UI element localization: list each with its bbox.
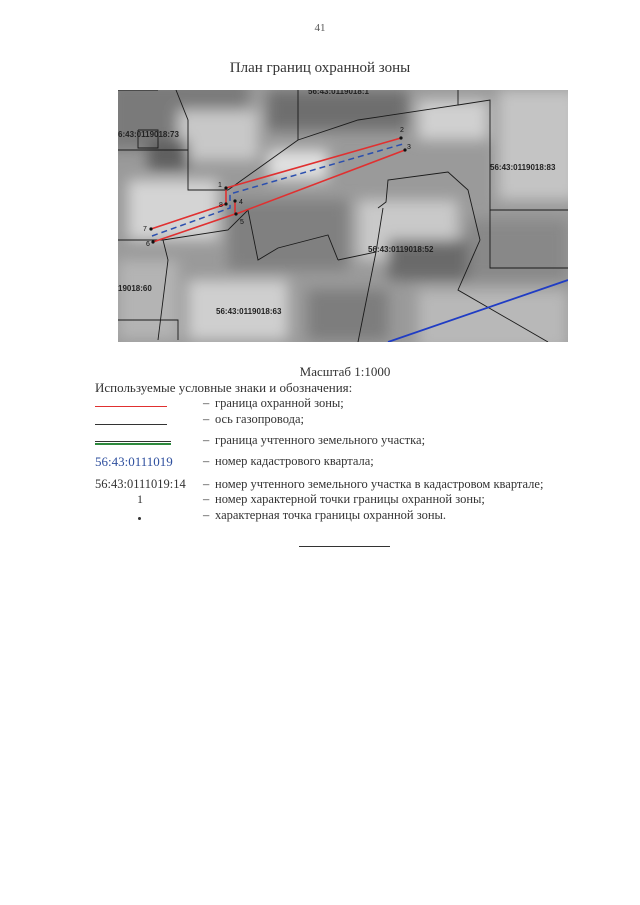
point-number-sample: 1 (137, 492, 143, 506)
point-label-4: 4 (239, 199, 243, 206)
green-line-icon (95, 443, 171, 445)
axis-line-icon (95, 424, 167, 425)
point-dot-icon (138, 517, 141, 520)
legend-heading: Используемые условные знаки и обозначения: (95, 380, 353, 395)
point-label-8: 8 (219, 202, 223, 209)
legend-text: граница охранной зоны; (215, 396, 344, 410)
zone-point-5 (234, 212, 237, 215)
legend-symbol-zone-boundary (95, 396, 195, 412)
legend-dash: – (203, 477, 210, 491)
legend-symbol-parcel-number (95, 477, 195, 493)
parcel-label-73: 6:43:0119018:73 (118, 130, 179, 139)
legend-symbol-parcel-boundary (95, 433, 195, 449)
point-label-2: 2 (400, 127, 404, 134)
quarter-number-sample: 56:43:0111019 (95, 454, 173, 469)
map-svg (118, 90, 568, 342)
cadastral-map (118, 90, 568, 342)
legend-row-point (95, 508, 615, 526)
map-scale: Масштаб 1:1000 (299, 364, 391, 379)
zone-point-7 (149, 227, 152, 230)
end-divider (299, 546, 390, 547)
parcel-number-sample: 56:43:0111019:14 (95, 477, 186, 491)
point-label-3: 3 (407, 144, 411, 151)
legend-text: номер учтенного земельного участка в кадастровом квартале; (215, 477, 544, 491)
legend-dash: – (203, 492, 210, 506)
legend-text: номер кадастрового квартала; (215, 454, 374, 468)
zone-point-4 (233, 199, 236, 202)
legend-text: граница учтенного земельного участка; (215, 433, 426, 447)
zone-point-2 (399, 136, 402, 139)
zone-point-1 (224, 186, 227, 189)
legend-dash: – (203, 396, 210, 410)
red-line-icon (95, 406, 167, 407)
legend-row-parcel-boundary (95, 433, 615, 451)
point-label-6: 6 (146, 241, 150, 248)
black-line-icon (95, 441, 171, 442)
legend-dash: – (203, 412, 210, 426)
legend-dash: – (203, 508, 210, 522)
legend-symbol-gas-axis (95, 412, 195, 428)
legend-text: характерная точка границы охранной зоны. (215, 508, 447, 522)
legend-dash: – (203, 433, 210, 447)
document-title: План границ охранной зоны (229, 60, 411, 76)
zone-point-6 (151, 240, 154, 243)
legend-row-quarter-number (95, 454, 615, 472)
page-number: 41 (314, 22, 326, 34)
zone-point-8 (224, 202, 227, 205)
legend-symbol-point (95, 508, 195, 524)
parcel-label-52: 56:43:0119018:52 (368, 245, 434, 254)
legend-text: ось газопровода; (215, 412, 305, 426)
legend-row-gas-axis (95, 412, 615, 430)
parcel-label-1: 56:43:0119018:1 (308, 90, 369, 96)
point-label-7: 7 (143, 226, 147, 233)
legend-dash: – (203, 454, 210, 468)
point-label-5: 5 (240, 219, 244, 226)
parcel-label-63: 56:43:0119018:63 (216, 307, 282, 316)
legend-text: номер характерной точки границы охранной зоны; (215, 492, 485, 506)
legend-symbol-quarter-number (95, 454, 195, 470)
legend-symbol-point-number (95, 492, 195, 508)
point-label-1: 1 (218, 182, 222, 189)
parcel-label-83: 56:43:0119018:83 (490, 163, 556, 172)
parcel-label-60: 19018:60 (118, 284, 152, 293)
